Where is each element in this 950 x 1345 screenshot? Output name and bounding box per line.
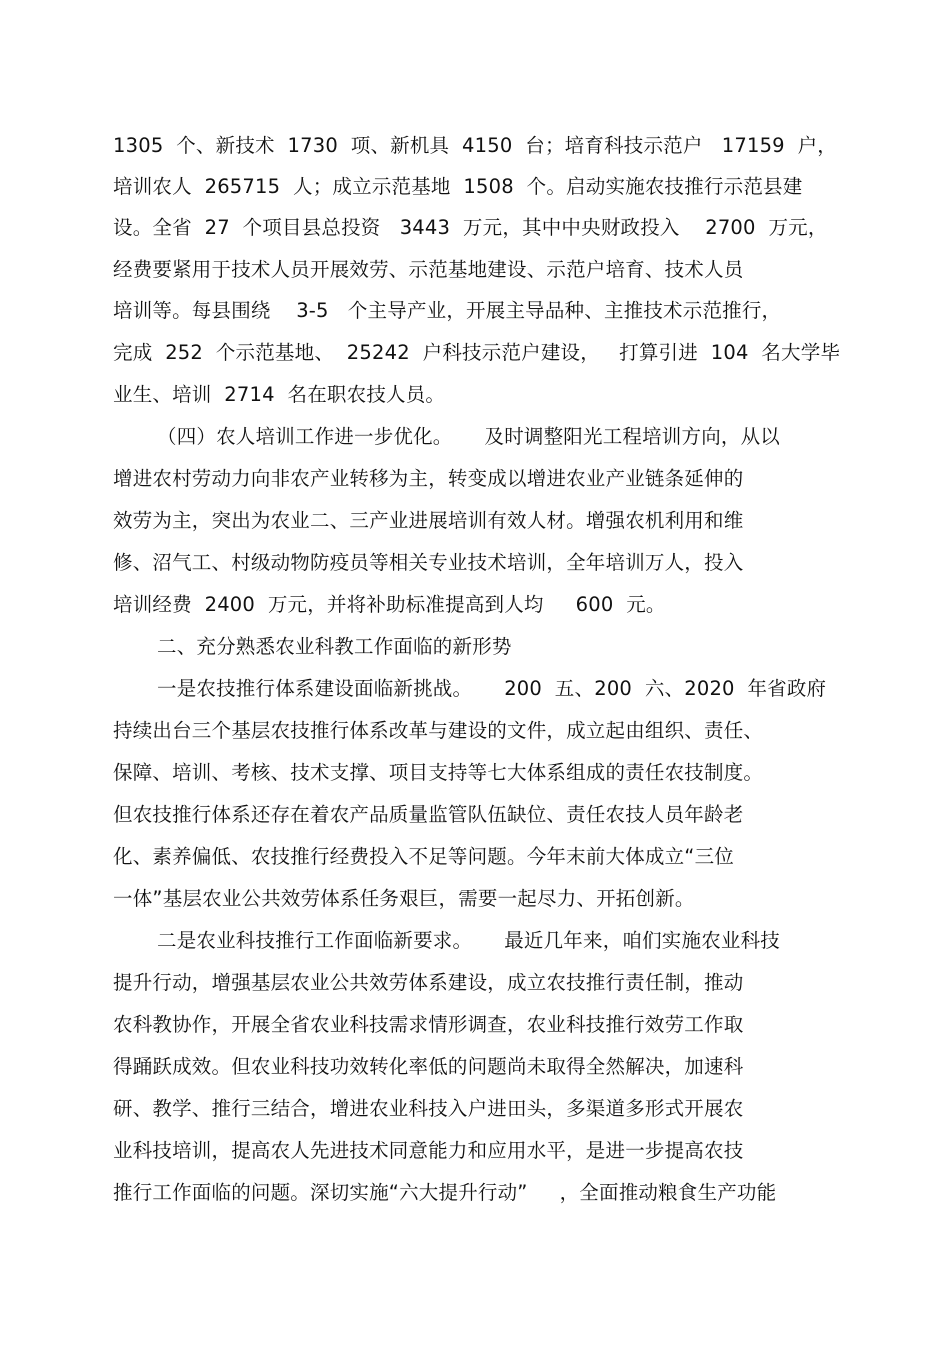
text-line: 业科技培训，提高农人先进技术同意能力和应用水平，是进一步提高农技 <box>113 1139 744 1162</box>
text-line: 1305 个、新技术 1730 项、新机具 4150 台；培育科技示范户 17159 户， <box>113 134 837 157</box>
text-line: 研、教学、推行三结合，增进农业科技入户进田头，多渠道多形式开展农 <box>113 1097 744 1120</box>
text-line: 提升行动，增强基层农业公共效劳体系建设，成立农技推行责任制，推动 <box>113 971 744 994</box>
text-line: 培训农人 265715 人；成立示范基地 1508 个。启动实施农技推行示范县建 <box>113 175 803 198</box>
text-line: 增进农村劳动力向非农产业转移为主，转变成以增进农业产业链条延伸的 <box>113 467 744 490</box>
text-line: 推行工作面临的问题。深切实施“六大提升行动” ，全面推动粮食生产功能 <box>113 1181 777 1204</box>
text-line: 经费要紧用于技术人员开展效劳、示范基地建设、示范户培育、技术人员 <box>113 258 744 281</box>
text-line: 保障、培训、考核、技术支撑、项目支持等七大体系组成的责任农技制度。 <box>113 761 764 784</box>
text-line: 化、素养偏低、农技推行经费投入不足等问题。今年末前大体成立“三位 <box>113 845 735 868</box>
text-line: 持续出台三个基层农技推行体系改革与建设的文件，成立起由组织、责任、 <box>113 719 764 742</box>
text-line: 农科教协作，开展全省农业科技需求情形调查，农业科技推行效劳工作取 <box>113 1013 744 1036</box>
section-heading-line: （四）农人培训工作进一步优化。 及时调整阳光工程培训方向，从以 <box>157 425 780 448</box>
text-line: 设。全省 27 个项目县总投资 3443 万元，其中中央财政投入 2700 万元， <box>113 216 828 239</box>
text-line: 一体”基层农业公共效劳体系任务艰巨，需要一起尽力、开拓创新。 <box>113 887 695 910</box>
text-line: 业生、培训 2714 名在职农技人员。 <box>113 383 446 406</box>
text-line: 修、沼气工、村级动物防疫员等相关专业技术培训，全年培训万人，投入 <box>113 551 744 574</box>
paragraph-start-line: 一是农技推行体系建设面临新挑战。 200 五、200 六、2020 年省政府 <box>157 677 827 700</box>
paragraph-start-line: 二是农业科技推行工作面临新要求。 最近几年来，咱们实施农业科技 <box>157 929 780 952</box>
text-line: 培训经费 2400 万元，并将补助标准提高到人均 600 元。 <box>113 593 666 616</box>
text-line: 得踊跃成效。但农业科技功效转化率低的问题尚未取得全然解决，加速科 <box>113 1055 744 1078</box>
section-heading: 二、充分熟悉农业科教工作面临的新形势 <box>157 635 512 658</box>
text-line: 但农技推行体系还存在着农产品质量监管队伍缺位、责任农技人员年龄老 <box>113 803 744 826</box>
text-line: 完成 252 个示范基地、 25242 户科技示范户建设， 打算引进 104 名大学毕 <box>113 341 841 364</box>
text-line: 效劳为主，突出为农业二、三产业进展培训有效人材。增强农机利用和维 <box>113 509 744 532</box>
text-line: 培训等。每县围绕 3-5 个主导产业，开展主导品种、主推技术示范推行， <box>113 299 782 322</box>
